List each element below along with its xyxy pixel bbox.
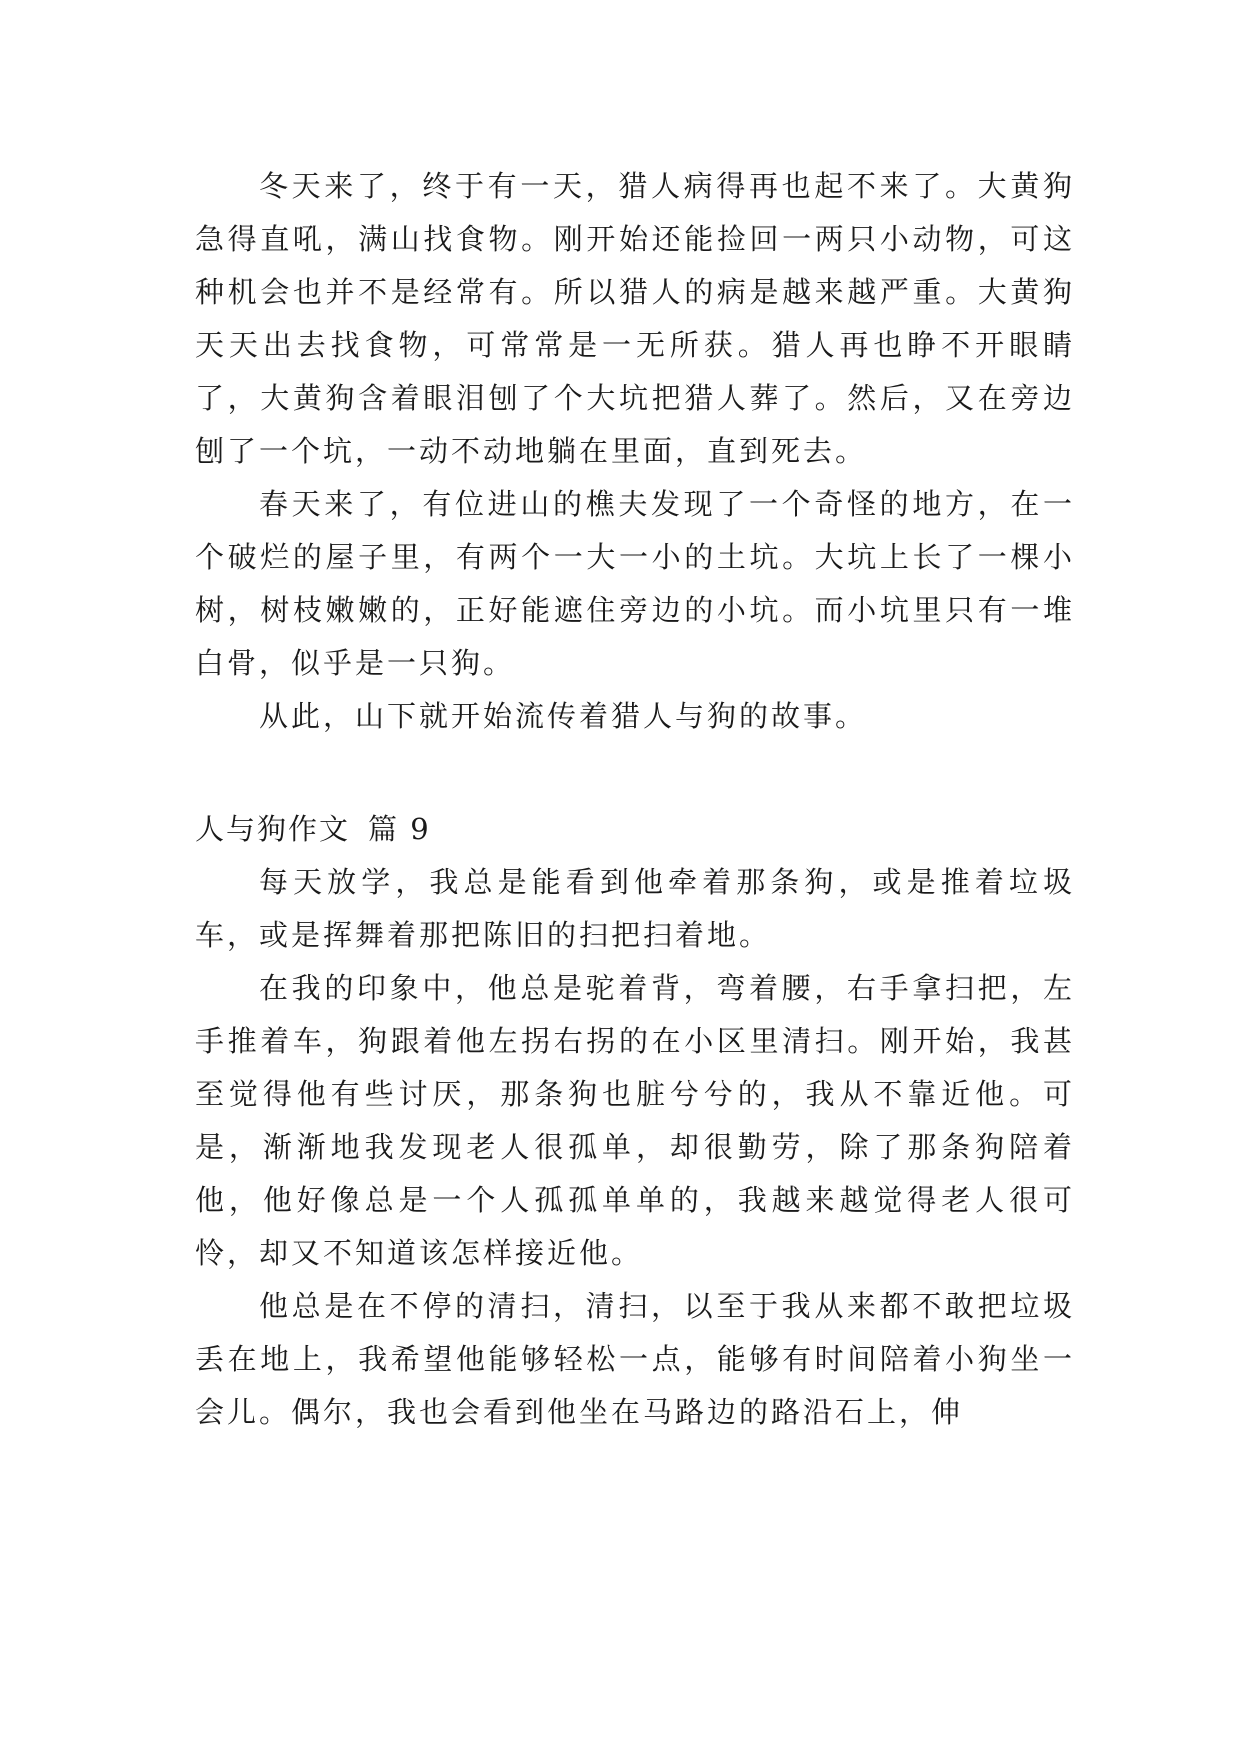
- essay-paragraph-2: 在我的印象中，他总是驼着背，弯着腰，右手拿扫把，左手推着车，狗跟着他左拐右拐的在小区里清扫。刚开始，我甚至觉得他有些讨厌，那条狗也脏兮兮的，我从不靠近他。可是，渐渐地我发现老人很孤单，却很勤劳，除了那条狗陪着他，他好像总是一个人孤孤单单的，我越来越觉得老人很可怜，却又不知道该怎样接近他。: [195, 971, 1075, 1270]
- section-title: 人与狗作文: [195, 812, 351, 846]
- section-heading: [195, 803, 1075, 856]
- essay-paragraph-1: 每天放学，我总是能看到他牵着那条狗，或是推着垃圾车，或是挥舞着那把陈旧的扫把扫着地。: [195, 865, 1075, 952]
- story-paragraph-spring: 春天来了，有位进山的樵夫发现了一个奇怪的地方，在一个破烂的屋子里，有两个一大一小的土坑。大坑上长了一棵小树，树枝嫩嫩的，正好能遮住旁边的小坑。而小坑里只有一堆白骨，似乎是一只狗。: [195, 487, 1075, 680]
- story-paragraph-ending: 从此，山下就开始流传着猎人与狗的故事。: [259, 699, 868, 733]
- document-body: [195, 160, 1075, 1439]
- essay-paragraph-3: 他总是在不停的清扫，清扫，以至于我从来都不敢把垃圾丢在地上，我希望他能够轻松一点，能够有时间陪着小狗坐一会儿。偶尔，我也会看到他坐在马路边的路沿石上，伸: [195, 1289, 1075, 1429]
- section-number: 篇 9: [368, 812, 431, 846]
- story-paragraph-winter: 冬天来了，终于有一天，猎人病得再也起不来了。大黄狗急得直吼，满山找食物。刚开始还能捡回一两只小动物，可这种机会也并不是经常有。所以猎人的病是越来越严重。大黄狗天天出去找食物，可常常是一无所获。猎人再也睁不开眼睛了，大黄狗含着眼泪刨了个大坑把猎人葬了。然后，又在旁边刨了一个坑，一动不动地躺在里面，直到死去。: [195, 169, 1075, 468]
- section-spacer: [195, 743, 1075, 803]
